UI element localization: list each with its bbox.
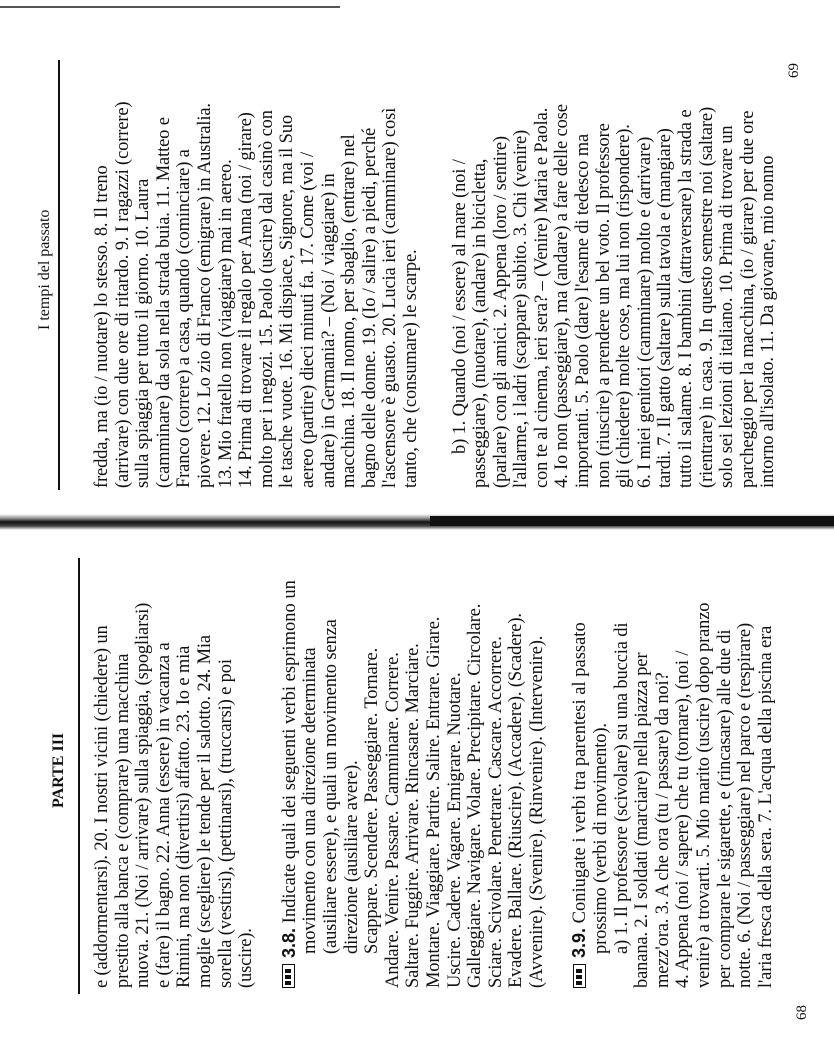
text-line: intorno all'isolato. 11. Da giovane, mio nonno xyxy=(758,155,779,488)
text-line: (Avvenire). (Svenire). (Rinvenire). (Intervenire). xyxy=(526,635,547,988)
text-line: gli (chiedere) molte cose, ma lui non (rispondere). xyxy=(614,124,635,488)
right-page-column xyxy=(92,58,779,488)
text-line: con te al cinema, ieri sera? – (Venire) Maria e Paola. xyxy=(531,107,552,488)
text-line: (parlare) con gli amici. 2. Appena (loro / sentire) xyxy=(490,136,511,488)
text-line: Saltare. Fuggire. Arrivare. Rincasare. Marciare. xyxy=(403,643,424,988)
text-line: (uscire). xyxy=(236,928,257,988)
text-line: tanto, che (consumare) le scarpe. xyxy=(400,249,421,488)
exercise-3-8-heading xyxy=(279,540,301,988)
text-line: nuova. 21. (Noi / arrivare) sulla spiaggia, (spogliarsi) xyxy=(133,602,154,988)
text-line: Scappare. Scendere. Passeggiare. Tornare. xyxy=(362,647,383,954)
left-header-rule xyxy=(78,558,80,994)
instruction-line: Indicate quali dei seguenti verbi esprimono un xyxy=(279,580,300,924)
text-line: solo sei lezioni di italiano. 10. Prima di trovare un xyxy=(717,125,738,488)
left-page-number: 68 xyxy=(794,1005,810,1020)
text-line: bagno delle donne. 19. (Io / salire) a piedi, perché xyxy=(359,127,380,488)
left-page-continuation xyxy=(92,540,257,988)
text-line: venire) a trovarti. 5. Mio marito (uscire) dopo pranzo xyxy=(694,602,715,988)
right-page-number: 69 xyxy=(786,63,802,78)
instruction-line: (ausiliare essere), e quali un movimento senza xyxy=(320,619,341,954)
instruction-line: prossimo (verbi di movimento). xyxy=(591,723,612,954)
text-line: non (riuscire) a prendere un bel voto. Il professore xyxy=(593,123,614,488)
exercise-3-9-part-a-continued xyxy=(92,58,422,488)
text-line: a) 1. Il professore (scivolare) su una buccia di xyxy=(611,622,632,954)
text-line: Franco (correre) a casa, quando (cominciare) a xyxy=(174,149,195,488)
text-line: 4. Io non (passeggiare), ma (andare) a fare delle cose xyxy=(552,104,573,488)
text-line: importanti. 5. Paolo (dare) l'esame di tedesco ma xyxy=(573,133,594,488)
text-line: 13. Mio fratello non (viaggiare) mai in aereo. xyxy=(215,159,236,488)
text-line: sulla spiaggia per tutto il giorno. 10. Laura xyxy=(133,178,154,488)
text-line: tutto il salame. 8. I bambini (attraversare) la strada e xyxy=(676,109,697,488)
text-line: molto per i negozi. 15. Paolo (uscire) dal casinò con xyxy=(256,110,277,488)
text-line: 6. I miei genitori (camminare) molto e (arrivare) xyxy=(634,136,655,488)
text-line: Evadere. Ballare. (Riuscire). (Accadere). (Scadere). xyxy=(506,613,527,988)
text-line: Galleggiare. Navigare. Volare. Precipitare. Circolare. xyxy=(465,603,486,988)
text-line: l'ascensore è guasto. 20. Lucia ieri (camminare) così xyxy=(380,107,401,488)
text-line: sorella (vestirsi), (pettinarsi), (truccarsi) e poi xyxy=(215,659,236,988)
text-line: 4. Appena (noi / sapere) che tu (tornare), (noi / xyxy=(673,650,694,988)
difficulty-icon xyxy=(282,964,295,988)
left-page-header: PARTE III xyxy=(50,732,67,808)
text-line: moglie (scegliere) le tende per il salotto. 24. Mia xyxy=(194,635,215,988)
text-line: passeggiare), (nuotare), (andare) in bicicletta, xyxy=(470,158,491,488)
instruction-line: movimento con una direzione determinata xyxy=(300,647,321,954)
scan-edge-rule xyxy=(0,6,340,8)
text-line: Rimini, ma non (divertirsi) affatto. 23. Io e mia xyxy=(174,645,195,988)
text-line: tardi. 7. Il gatto (saltare) sulla tavola e (mangiare) xyxy=(655,128,676,488)
instruction-line: Coniugate i verbi tra parentesi al passato xyxy=(570,622,591,924)
exercise-3-9 xyxy=(569,540,776,988)
text-line: piovere. 12. Lo zio di Franco (emigrare) in Australia. xyxy=(194,103,215,488)
text-line: andare) in Germania? – (Noi / viaggiare) in xyxy=(318,173,339,488)
text-line: Uscire. Cadere. Vagare. Emigrare. Nuotare. xyxy=(444,672,465,988)
text-line: prestito alla banca e (comprare) una macchina xyxy=(112,653,133,988)
right-page-header: I tempi del passato xyxy=(36,209,53,330)
text-line: b) 1. Quando (noi / essere) al mare (noi / xyxy=(449,159,470,454)
difficulty-icon xyxy=(573,964,586,988)
exercise-3-8 xyxy=(279,540,548,988)
gutter-shadow xyxy=(430,516,834,526)
text-line: e (fare) il bagno. 22. Anna (essere) in vacanza a xyxy=(153,642,174,988)
exercise-number: 3.8. xyxy=(278,927,299,958)
text-line: per comprare le sigarette, e (rincasare) alle due di xyxy=(714,629,735,988)
text-line: 14. Prima di trovare il regalo per Anna (noi / girare) xyxy=(236,112,257,488)
exercise-3-9-part-b xyxy=(450,58,780,488)
text-line: banana. 2. I soldati (marciare) nella piazza per xyxy=(632,652,653,988)
text-line: parcheggio per la macchina, (io / girare) per due ore xyxy=(737,110,758,488)
text-line: (camminare) da sola nella strada buia. 11. Matteo e xyxy=(153,117,174,488)
text-line: (rientrare) in casa. 9. In questo semestre noi (saltare) xyxy=(696,107,717,488)
left-page-column xyxy=(92,540,776,988)
text-line: macchina. 18. Il nonno, per sbaglio, (entrare) nel xyxy=(339,134,360,488)
instruction-line: direzione (ausiliare avere). xyxy=(341,760,362,954)
text-line: notte. 6. (Noi / passeggiare) nel parco e (respirare) xyxy=(735,623,756,988)
text-line: Sciare. Scivolare. Penetrare. Cascare. Accorrere. xyxy=(485,636,506,988)
text-line: Montare. Viaggiare. Partire. Salire. Entrare. Girare. xyxy=(423,616,444,988)
exercise-number: 3.9. xyxy=(569,927,590,958)
text-line: fredda, ma (io / nuotare) lo stesso. 8. Il treno xyxy=(92,165,112,488)
text-line: l'allarme, i ladri (scappare) subito. 3. Chi (venire) xyxy=(511,129,532,488)
right-header-rule xyxy=(58,60,60,490)
exercise-3-9-heading xyxy=(569,540,591,988)
text-line: l'aria fresca della sera. 7. L'acqua della piscina era xyxy=(755,625,776,988)
text-line: le tasche vuote. 16. Mi dispiace, Signore, ma il Suo xyxy=(277,115,298,488)
text-line: e (addormentarsi). 20. I nostri vicini (chiedere) un xyxy=(92,625,112,988)
text-line: mezz'ora. 3. A che ora (tu / passare) da noi? xyxy=(652,672,673,988)
text-line: Andare. Venire. Passare. Camminare. Correre. xyxy=(382,652,403,988)
text-line: aereo (partire) dieci minuti fa. 17. Come (voi / xyxy=(297,152,318,488)
text-line: (arrivare) con due ore di ritardo. 9. I ragazzi (correre) xyxy=(112,101,133,488)
